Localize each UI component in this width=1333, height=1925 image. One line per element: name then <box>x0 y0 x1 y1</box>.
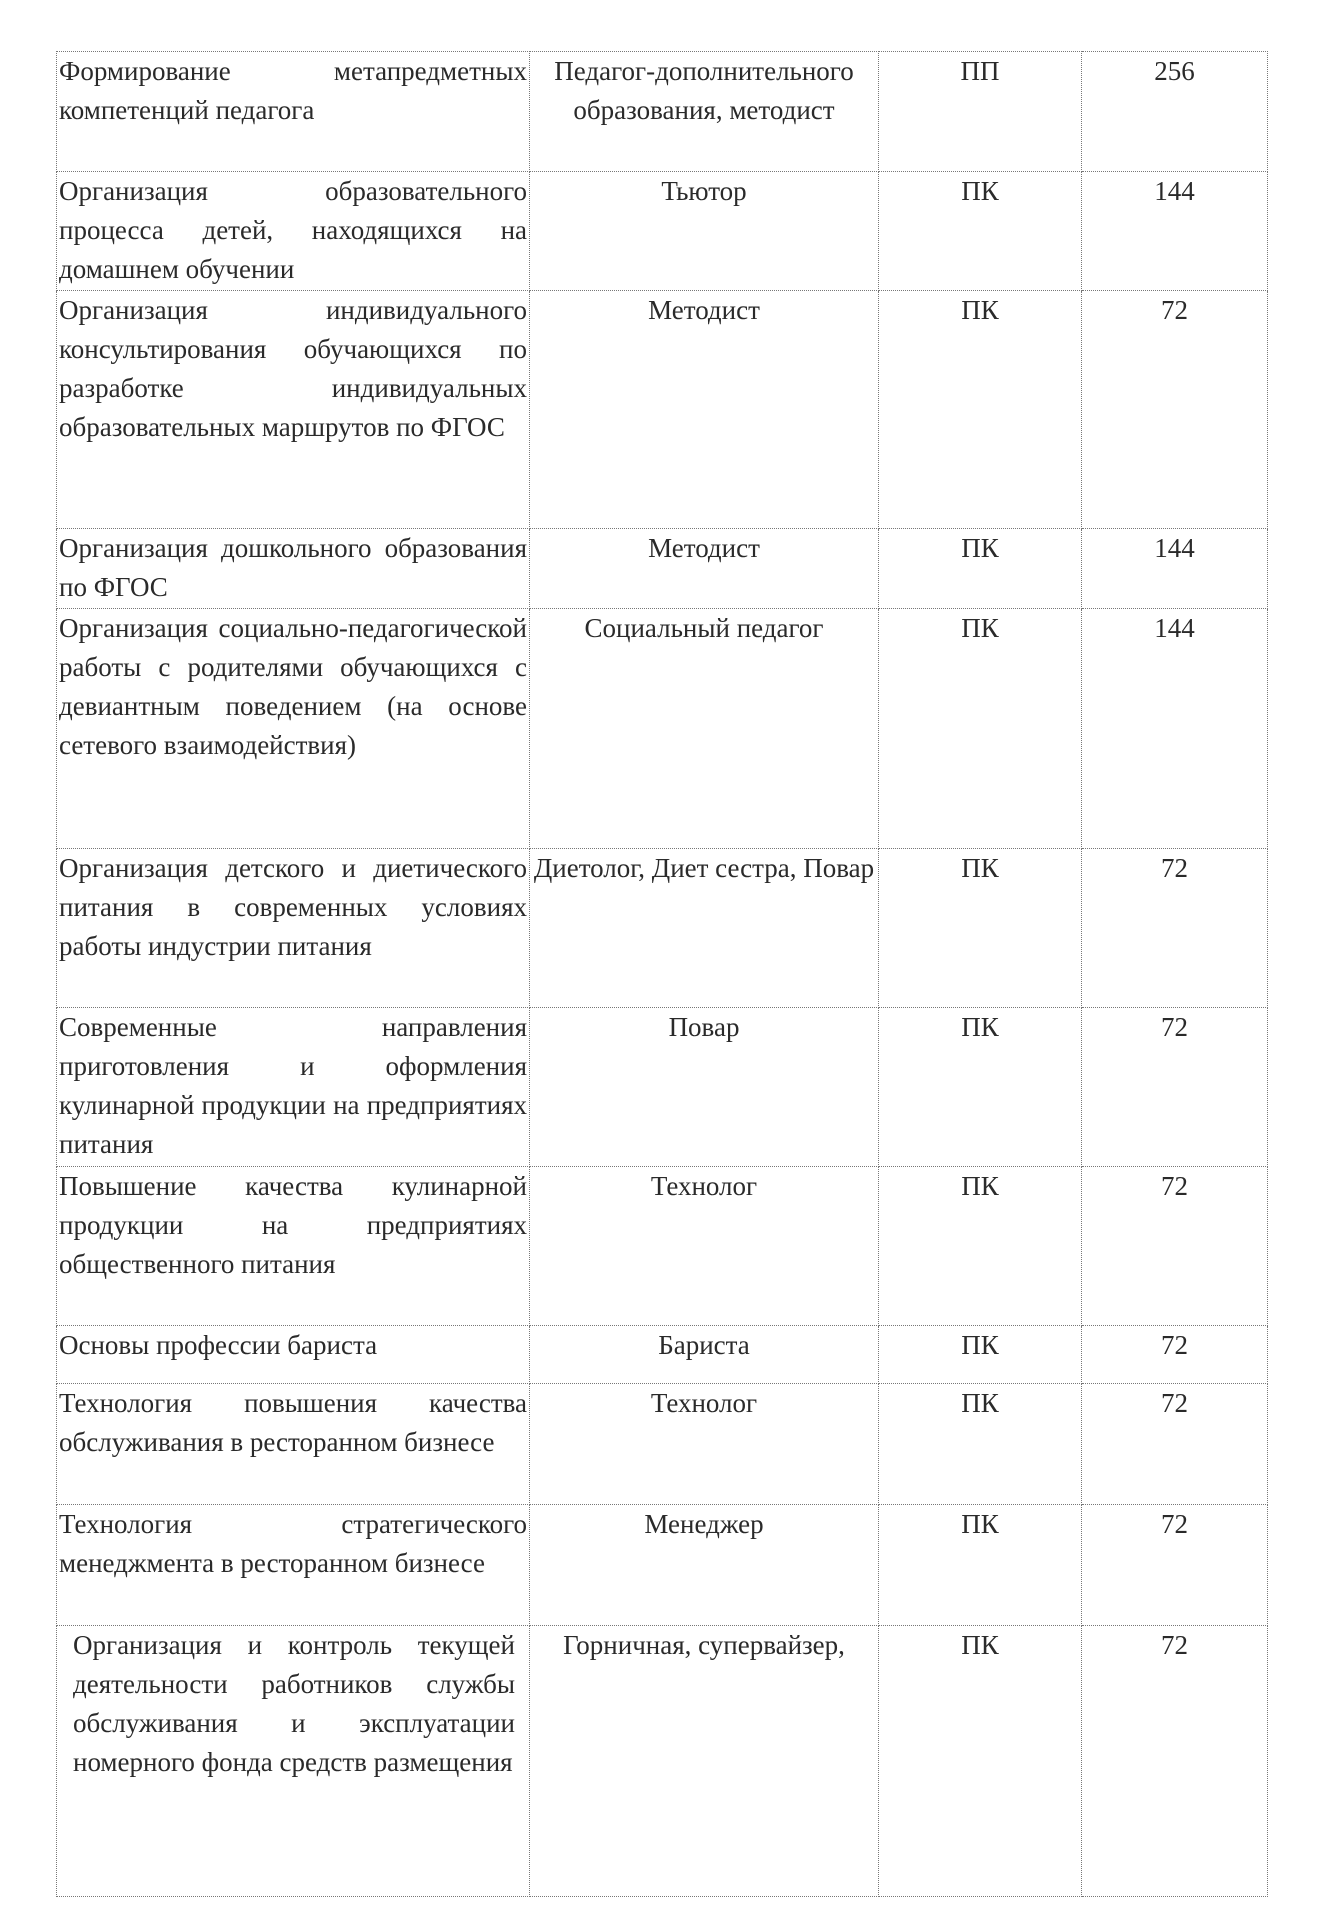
hours-cell: 72 <box>1082 1167 1268 1326</box>
program-type-cell: ПК <box>879 1008 1082 1167</box>
hours-cell: 72 <box>1082 1384 1268 1505</box>
table-row <box>57 849 1268 1008</box>
position-cell: Социальный педагог <box>530 609 879 849</box>
program-name-cell: Организация детского и диетического питания в современных условиях работы индустрии питания <box>57 849 530 1008</box>
program-type-cell: ПК <box>879 291 1082 529</box>
hours-cell: 144 <box>1082 172 1268 291</box>
position-cell: Методист <box>530 291 879 529</box>
hours-cell: 144 <box>1082 529 1268 609</box>
position-cell: Технолог <box>530 1384 879 1505</box>
program-name-cell: Повышение качества кулинарной продукции на предприятиях общественного питания <box>57 1167 530 1326</box>
program-name-cell: Современные направления приготовления и оформления кулинарной продукции на предприятиях питания <box>57 1008 530 1167</box>
program-type-cell: ПП <box>879 52 1082 172</box>
hours-cell: 144 <box>1082 609 1268 849</box>
table-row <box>57 52 1268 172</box>
position-cell: Горничная, супервайзер, <box>530 1626 879 1897</box>
table-row <box>57 1167 1268 1326</box>
hours-cell: 72 <box>1082 1008 1268 1167</box>
program-type-cell: ПК <box>879 1384 1082 1505</box>
hours-cell: 72 <box>1082 1505 1268 1626</box>
program-name-cell: Организация образовательного процесса детей, находящихся на домашнем обучении <box>57 172 530 291</box>
program-name-cell: Основы профессии бариста <box>57 1326 530 1384</box>
program-type-cell: ПК <box>879 1505 1082 1626</box>
table-row <box>57 609 1268 849</box>
program-type-cell: ПК <box>879 1326 1082 1384</box>
program-type-cell: ПК <box>879 1626 1082 1897</box>
position-cell: Технолог <box>530 1167 879 1326</box>
program-name-cell: Организация социально-педагогической работы с родителями обучающихся с девиантным поведением (на основе сетевого взаимодействия) <box>57 609 530 849</box>
program-name-cell: Формирование метапредметных компетенций педагога <box>57 52 530 172</box>
table-row <box>57 291 1268 529</box>
program-name-cell: Технология повышения качества обслуживания в ресторанном бизнесе <box>57 1384 530 1505</box>
position-cell: Диетолог, Диет сестра, Повар <box>530 849 879 1008</box>
position-cell: Педагог-дополнительного образования, методист <box>530 52 879 172</box>
program-name-cell: Технология стратегического менеджмента в ресторанном бизнесе <box>57 1505 530 1626</box>
program-type-cell: ПК <box>879 849 1082 1008</box>
position-cell: Тьютор <box>530 172 879 291</box>
table-row <box>57 1626 1268 1897</box>
position-cell: Бариста <box>530 1326 879 1384</box>
table-row <box>57 1008 1268 1167</box>
program-name-cell: Организация дошкольного образования по ФГОС <box>57 529 530 609</box>
position-cell: Методист <box>530 529 879 609</box>
hours-cell: 72 <box>1082 849 1268 1008</box>
table-row <box>57 1505 1268 1626</box>
program-type-cell: ПК <box>879 172 1082 291</box>
programs-table <box>56 51 1268 1897</box>
table-row <box>57 1326 1268 1384</box>
program-name-cell: Организация индивидуального консультирования обучающихся по разработке индивидуальных образовательных маршрутов по ФГОС <box>57 291 530 529</box>
table-row <box>57 172 1268 291</box>
program-type-cell: ПК <box>879 609 1082 849</box>
hours-cell: 72 <box>1082 291 1268 529</box>
program-type-cell: ПК <box>879 1167 1082 1326</box>
table-row <box>57 1384 1268 1505</box>
table-row <box>57 529 1268 609</box>
hours-cell: 256 <box>1082 52 1268 172</box>
hours-cell: 72 <box>1082 1326 1268 1384</box>
program-type-cell: ПК <box>879 529 1082 609</box>
hours-cell: 72 <box>1082 1626 1268 1897</box>
program-name-cell: Организация и контроль текущей деятельности работников службы обслуживания и эксплуатации номерного фонда средств размещения <box>57 1626 530 1897</box>
position-cell: Менеджер <box>530 1505 879 1626</box>
position-cell: Повар <box>530 1008 879 1167</box>
